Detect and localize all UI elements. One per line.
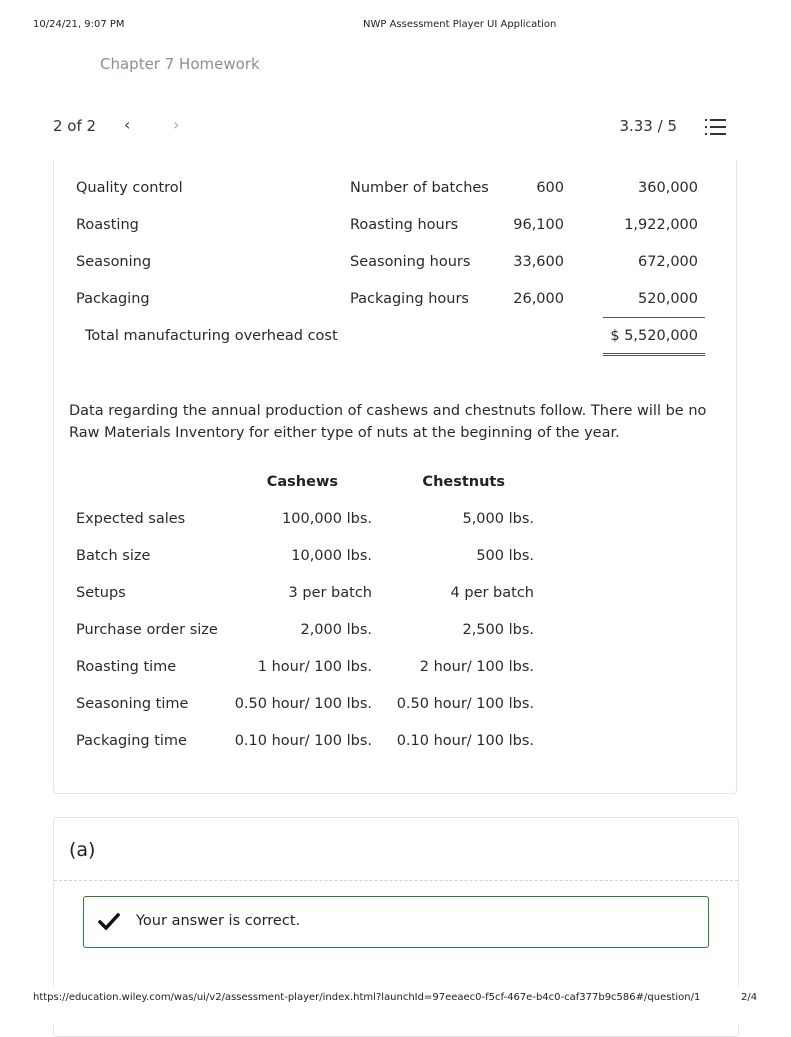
activity-cell: Roasting: [76, 217, 139, 233]
print-app-title: NWP Assessment Player UI Application: [363, 19, 557, 30]
activity-cell: Seasoning: [76, 254, 152, 270]
cashews-cell: 100,000 lbs.: [282, 511, 372, 527]
total-label: Total manufacturing overhead cost: [85, 328, 338, 344]
column-header-chestnuts: Chestnuts: [422, 474, 505, 490]
problem-description: Data regarding the annual production of cashews and chestnuts follow. There will be no Raw Materials Inventory for either type of nuts at the beginning of the year.: [69, 403, 707, 441]
quantity-cell: 33,600: [513, 254, 564, 270]
question-score: 3.33 / 5: [619, 117, 677, 135]
driver-cell: Packaging hours: [350, 291, 469, 307]
driver-cell: Number of batches: [350, 180, 489, 196]
row-label: Batch size: [76, 548, 151, 564]
print-page-number: 2/4: [741, 992, 758, 1003]
feedback-text: Your answer is correct.: [136, 913, 301, 929]
next-question-button[interactable]: [173, 115, 179, 134]
question-position: 2 of 2: [53, 117, 97, 135]
chestnuts-cell: 0.50 hour/ 100 lbs.: [396, 696, 534, 712]
cost-cell: 360,000: [638, 180, 698, 196]
cashews-cell: 10,000 lbs.: [291, 548, 372, 564]
cashews-cell: 0.10 hour/ 100 lbs.: [234, 733, 372, 749]
numbered-list-icon: [705, 117, 727, 137]
previous-question-button[interactable]: [124, 115, 130, 134]
print-datetime: 10/24/21, 9:07 PM: [33, 19, 125, 30]
cashews-cell: 2,000 lbs.: [300, 622, 372, 638]
chestnuts-cell: 5,000 lbs.: [462, 511, 534, 527]
cashews-cell: 0.50 hour/ 100 lbs.: [234, 696, 372, 712]
print-url: https://education.wiley.com/was/ui/v2/assessment-player/index.html?launchId=97eeaec0-f5cf-467e-b4c0-caf377b9c586#/question/1: [33, 992, 701, 1003]
chestnuts-cell: 0.10 hour/ 100 lbs.: [396, 733, 534, 749]
row-label: Packaging time: [76, 733, 187, 749]
checkmark-icon: [98, 911, 120, 933]
chevron-left-icon: ‹: [124, 115, 131, 134]
chestnuts-cell: 2 hour/ 100 lbs.: [419, 659, 534, 675]
chapter-title: Chapter 7 Homework: [100, 55, 260, 73]
chestnuts-cell: 4 per batch: [450, 585, 534, 601]
cost-cell: 520,000: [638, 291, 698, 307]
chestnuts-cell: 500 lbs.: [476, 548, 534, 564]
quantity-cell: 26,000: [513, 291, 564, 307]
quantity-cell: 600: [536, 180, 564, 196]
cashews-cell: 1 hour/ 100 lbs.: [257, 659, 372, 675]
column-header-cashews: Cashews: [266, 474, 338, 490]
row-label: Roasting time: [76, 659, 177, 675]
total-double-rule: [603, 353, 705, 357]
subtotal-rule: [603, 317, 705, 318]
question-list-button[interactable]: [705, 117, 727, 137]
row-label: Expected sales: [76, 511, 186, 527]
quantity-cell: 96,100: [513, 217, 564, 233]
activity-cell: Packaging: [76, 291, 150, 307]
cost-cell: 672,000: [638, 254, 698, 270]
cashews-cell: 3 per batch: [288, 585, 372, 601]
answer-feedback-banner: [83, 896, 709, 948]
row-label: Purchase order size: [76, 622, 218, 638]
row-label: Seasoning time: [76, 696, 189, 712]
driver-cell: Seasoning hours: [350, 254, 471, 270]
row-label: Setups: [76, 585, 126, 601]
driver-cell: Roasting hours: [350, 217, 459, 233]
part-divider: [54, 880, 738, 881]
total-value: $ 5,520,000: [610, 328, 698, 344]
part-label: (a): [69, 839, 96, 861]
activity-cell: Quality control: [76, 180, 183, 196]
cost-cell: 1,922,000: [624, 217, 698, 233]
chestnuts-cell: 2,500 lbs.: [462, 622, 534, 638]
chevron-right-icon: ›: [173, 115, 180, 134]
